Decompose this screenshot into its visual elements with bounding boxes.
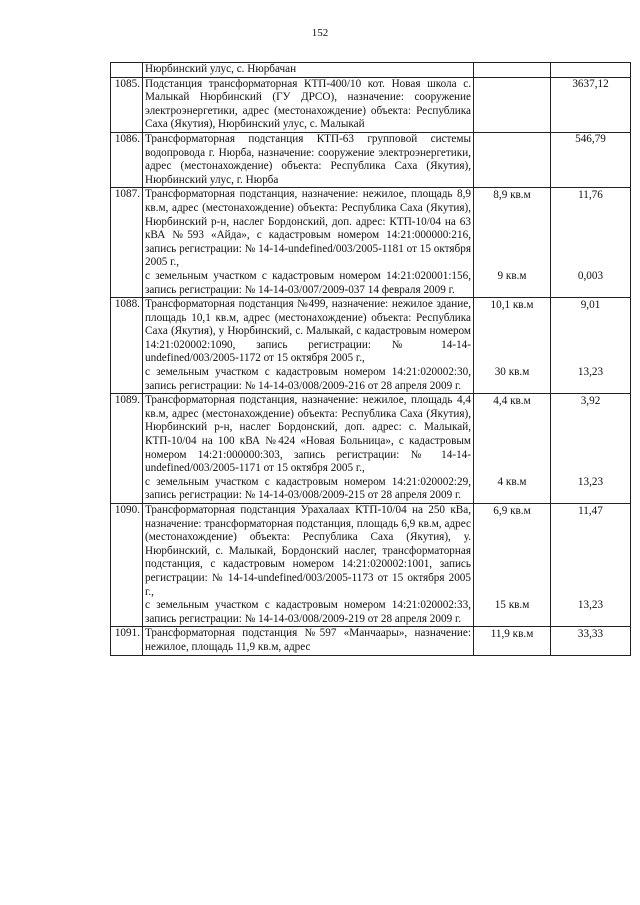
row-area	[474, 132, 551, 187]
row-area	[474, 298, 551, 394]
cost-value: 13,23	[577, 366, 604, 379]
table-row	[111, 504, 631, 627]
table-row	[111, 627, 631, 655]
row-description	[143, 298, 474, 394]
row-area	[474, 394, 551, 504]
description-paragraph: с земельным участком с кадастровым номером 14:21:020002:30, запись регистрации: № 14-14-03/008/2009-216 от 28 апреля 2009 г.	[145, 366, 471, 392]
cost-value: 9,01	[580, 298, 601, 311]
table-row	[111, 188, 631, 298]
area-value: 10,1 кв.м	[490, 298, 534, 311]
row-area	[474, 63, 551, 78]
row-description	[143, 394, 474, 504]
area-value: 4,4 кв.м	[493, 394, 531, 407]
row-description	[143, 188, 474, 298]
description-paragraph: Трансформаторная подстанция №499, назначение: нежилое здание, площадь 10,1 кв.м, адрес (местонахождение) объекта: Республика Саха (Якутия), у Нюрбинский, с. Малыкай, с кадастровым номером 14:21:020002:1090, запись регистрации: № 14-14-undefined/003/2005-1172 от 15 октября 2005 г.,	[145, 298, 471, 365]
cost-value: 3637,12	[572, 78, 609, 91]
row-number: 1087.	[111, 188, 143, 298]
description-paragraph: Трансформаторная подстанция, назначение: нежилое, площадь 4,4 кв.м, адрес (местонахождение) объекта: Республика Саха (Якутия), Нюрбинский р-н, наслег Бордонский, доп. адрес: с. Малыкай, КТП-10/04 на 100 кВА №424 «Новая Больница», с кадастровым номером 14:21:000000:303, запись регистрации: № 14-14-undefined/003/2005-1171 от 15 октября 2005 г.,	[145, 394, 471, 475]
cost-value: 33,33	[577, 627, 604, 640]
cost-value: 546,79	[575, 133, 606, 146]
row-number: 1085.	[111, 77, 143, 132]
row-number: 1088.	[111, 298, 143, 394]
page-number: 152	[311, 27, 329, 39]
area-value: 4 кв.м	[497, 475, 527, 488]
cost-value: 0,003	[577, 269, 604, 282]
row-cost	[551, 627, 631, 655]
area-value: 11,9 кв.м	[490, 627, 534, 640]
row-description	[143, 627, 474, 655]
description-paragraph: с земельным участком с кадастровым номером 14:21:020002:33, запись регистрации: № 14-14-03/008/2009-219 от 28 апреля 2009 г.	[145, 599, 471, 625]
area-value: 8,9 кв.м	[493, 188, 531, 201]
row-cost	[551, 298, 631, 394]
row-cost	[551, 188, 631, 298]
row-cost	[551, 63, 631, 78]
table-row	[111, 63, 631, 78]
row-cost	[551, 132, 631, 187]
row-area	[474, 504, 551, 627]
table-row	[111, 394, 631, 504]
area-value: 15 кв.м	[494, 599, 530, 612]
row-number: 1090.	[111, 504, 143, 627]
description-paragraph: с земельным участком с кадастровым номером 14:21:020002:29, запись регистрации: № 14-14-03/008/2009-215 от 28 апреля 2009 г.	[145, 475, 471, 502]
row-number: 1089.	[111, 394, 143, 504]
area-value: 6,9 кв.м	[493, 504, 531, 517]
row-cost	[551, 504, 631, 627]
description-paragraph: с земельным участком с кадастровым номером 14:21:020001:156, запись регистрации: № 14-14-03/007/2009-037 14 февраля 2009 г.	[145, 269, 471, 296]
area-value: 9 кв.м	[497, 269, 527, 282]
row-description	[143, 63, 474, 78]
cost-value: 11,47	[578, 504, 603, 517]
row-area	[474, 188, 551, 298]
cost-value: 11,76	[578, 188, 603, 201]
row-number: 1086.	[111, 132, 143, 187]
description-paragraph: Трансформаторная подстанция КТП-63 групповой системы водопровода г. Нюрба, назначение: сооружение электроэнергетики, адрес (местонахождение) объекта: Республика Саха (Якутия), Нюрбинский улус, г. Нюрба	[145, 132, 471, 186]
table-row	[111, 77, 631, 132]
row-number: 1091.	[111, 627, 143, 655]
row-description	[143, 504, 474, 627]
cost-value: 13,23	[577, 599, 604, 612]
row-description	[143, 132, 474, 187]
description-paragraph: Трансформаторная подстанция Урахалаах КТП-10/04 на 250 кВа, назначение: трансформаторная подстанция, площадь 6,9 кв.м, адрес (местонахождение) объекта: Республика Саха (Якутия), у. Нюрбинский, с. Малыкай, Бордонский наслег, трансформаторная подстанция, с кадастровым номером 14:21:020002:1001, запись регистрации: № 14-14-undefined/003/2005-1173 от 15 октября 2005 г.,	[145, 504, 471, 598]
table-row	[111, 132, 631, 187]
area-value: 30 кв.м	[494, 366, 530, 379]
description-paragraph: Нюрбинский улус, с. Нюрбачан	[145, 63, 297, 75]
row-number	[111, 63, 143, 78]
description-paragraph: Подстанция трансформаторная КТП-400/10 кот. Новая школа с. Малыкай Нюрбинский (ГУ ДРСО), назначение: сооружение электроэнергетики, адрес (местонахождение) объекта: Республика Саха (Якутия), Нюрбинский улус, с. Малыкай	[145, 77, 471, 131]
description-paragraph: Трансформаторная подстанция №597 «Манчаары», назначение: нежилое, площадь 11,9 кв.м, адрес	[145, 627, 471, 653]
row-cost	[551, 394, 631, 504]
cost-value: 13,23	[577, 475, 604, 488]
cost-value: 3,92	[580, 394, 601, 407]
property-register-table	[110, 62, 631, 656]
row-area	[474, 77, 551, 132]
description-paragraph: Трансформаторная подстанция, назначение: нежилое, площадь 8,9 кв.м, адрес (местонахождение) объекта: Республика Саха (Якутия), Нюрбинский р-н, наслег Бордонский, доп. адрес: КТП-10/04 на 63 кВА №593 «Айда», с кадастровым номером 14:21:000000:216, запись регистрации: № 14-14-undefined/003/2005-1181 от 15 октября 2005 г.,	[145, 188, 471, 269]
row-description	[143, 77, 474, 132]
row-cost	[551, 77, 631, 132]
row-area	[474, 627, 551, 655]
table-row	[111, 298, 631, 394]
